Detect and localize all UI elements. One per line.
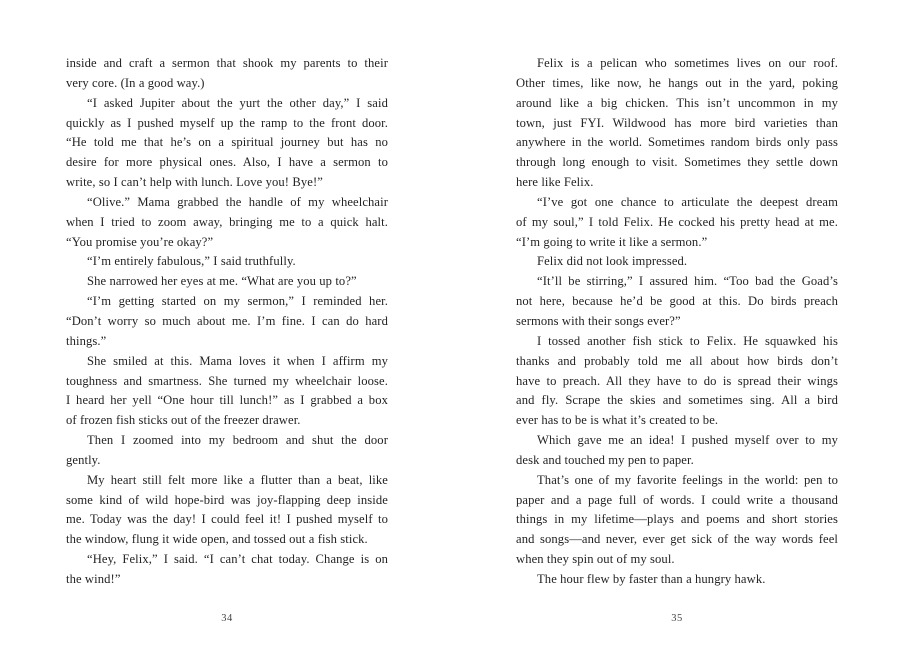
text-line: inside and craft a sermon that shook my parents to their	[66, 56, 388, 70]
right-page-text	[516, 54, 838, 590]
text-line: “Don’t worry so much about me. I’m fine. I can do hard	[66, 313, 388, 328]
text-line: quickly as I pushed myself up the ramp to the front door.	[66, 115, 388, 130]
text-line: “It’ll be stirring,” I assured him. “Too bad the Goad’s	[537, 274, 838, 289]
text-line: Felix did not look impressed.	[537, 254, 688, 269]
text-line: Which gave me an idea! I pushed myself over to my	[537, 433, 838, 448]
text-line: I heard her yell “One hour till lunch!” as I grabbed a box	[66, 393, 388, 408]
text-line: “I asked Jupiter about the yurt the other day,” I said	[87, 95, 388, 110]
text-line: “I’m getting started on my sermon,” I reminded her.	[87, 294, 388, 309]
text-line: She smiled at this. Mama loves it when I affirm my	[87, 353, 388, 368]
left-page-number: 34	[221, 613, 233, 624]
text-line: the window, flung it wide open, and tossed out a fish stick.	[66, 532, 368, 547]
text-line: when they spin out of my soul.	[516, 552, 675, 567]
text-line: of frozen fish sticks out of the freezer drawer.	[66, 413, 301, 428]
text-line: “Hey, Felix,” I said. “I can’t chat today. Change is on	[87, 552, 388, 567]
text-line: desire for more physical ones. Also, I have a sermon to	[66, 155, 388, 170]
text-line: anywhere in the world. Sometimes random birds only pass	[516, 135, 838, 150]
text-line: She narrowed her eyes at me. “What are you up to?”	[87, 274, 357, 289]
text-line: I tossed another fish stick to Felix. He squawked his	[537, 333, 838, 348]
text-line: of my soul,” I told Felix. He cocked his pretty head at me.	[516, 214, 838, 229]
text-line: That’s one of my favorite feelings in the world: pen to	[537, 472, 838, 487]
text-line: through long enough to visit. Sometimes they settle down	[516, 155, 838, 170]
left-page-text	[66, 54, 388, 590]
text-line: “I’m entirely fabulous,” I said truthfully.	[87, 254, 296, 269]
text-line: “Olive.” Mama grabbed the handle of my wheelchair	[87, 194, 388, 209]
text-line: some kind of wild hope-bird was joy-flapping deep inside	[66, 492, 388, 507]
text-line: write, so I can’t help with lunch. Love you! Bye!”	[66, 175, 323, 190]
text-line: paper and a page full of words. I could write a thousand	[516, 492, 838, 507]
text-line: “I’m going to write it like a sermon.”	[516, 234, 708, 249]
text-line: “I’ve got one chance to articulate the deepest dream	[537, 194, 838, 209]
text-line: things.”	[66, 333, 107, 348]
text-line: Then I zoomed into my bedroom and shut the door	[87, 433, 388, 448]
text-line: toughness and smartness. She turned my wheelchair loose.	[66, 373, 388, 388]
text-line: My heart still felt more like a flutter than a beat, like	[87, 472, 388, 487]
text-line: me. Today was the day! I could feel it! I pushed myself to	[66, 512, 388, 527]
text-line: Felix is a pelican who sometimes lives on our roof.	[537, 56, 838, 70]
text-line: The hour flew by faster than a hungry hawk.	[537, 571, 766, 586]
text-line: the wind!”	[66, 571, 121, 586]
text-line: very core. (In a good way.)	[66, 75, 205, 90]
text-line: when I tried to zoom away, bringing me to a quick halt.	[66, 214, 388, 229]
text-line: thanks and probably told me all about how birds don’t	[516, 353, 838, 368]
text-line: “He told me that he’s on a spiritual journey but has no	[66, 135, 388, 150]
text-line: around like a big chicken. This isn’t uncommon in my	[516, 95, 838, 110]
text-line: not here, because he’d be good at this. Do birds preach	[516, 294, 838, 309]
text-line: “You promise you’re okay?”	[66, 234, 214, 249]
text-line: ever has to be is what it’s created to be.	[516, 413, 719, 428]
text-line: here like Felix.	[516, 175, 594, 190]
text-line: sermons with their songs ever?”	[516, 313, 681, 328]
text-line: and songs—and never, ever get sick of the way words feel	[516, 532, 838, 547]
text-line: and fly. Scrape the skies and sometimes sing. All a bird	[516, 393, 838, 408]
text-line: desk and touched my pen to paper.	[516, 452, 694, 467]
text-line: town, just FYI. Wildwood has more bird varieties than	[516, 115, 838, 130]
text-line: have to preach. All they have to do is spread their wings	[516, 373, 838, 388]
text-line: Other times, like now, he hangs out in the yard, poking	[516, 75, 838, 90]
text-line: things in my lifetime—plays and poems and short stories	[516, 512, 838, 527]
right-page-number: 35	[671, 613, 683, 624]
text-line: gently.	[66, 452, 101, 467]
